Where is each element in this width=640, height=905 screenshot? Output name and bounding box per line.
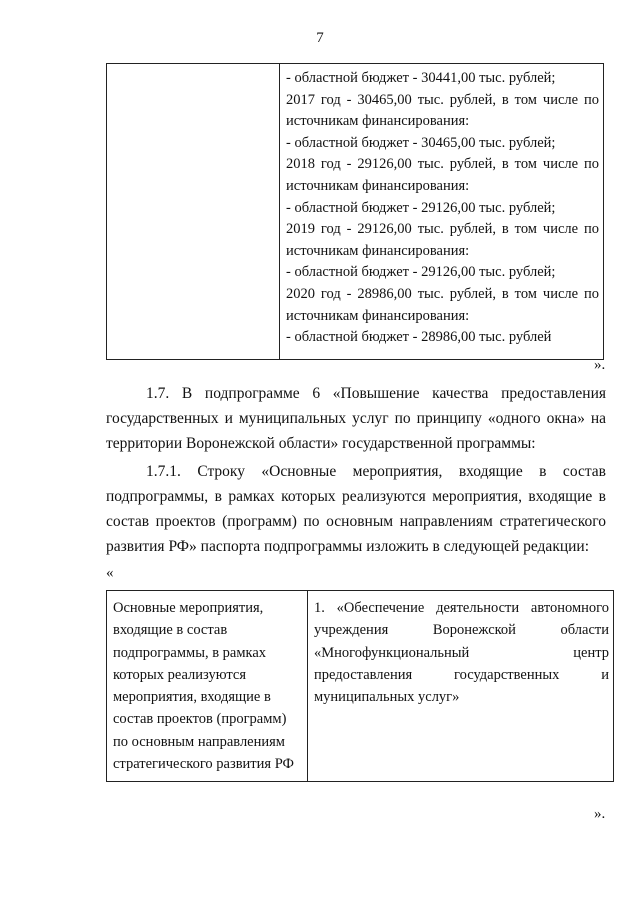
page-number: 7 bbox=[316, 30, 324, 46]
financing-line: - областной бюджет - 30441,00 тыс. рублей; bbox=[286, 70, 556, 86]
measures-value-line: 1. «Обеспечение деятельности автономного bbox=[314, 600, 609, 616]
measures-label-line: которых реализуются bbox=[113, 666, 246, 683]
measures-label-line: мероприятия, входящие в bbox=[113, 689, 271, 706]
measures-value-line: муниципальных услуг» bbox=[314, 689, 460, 706]
paragraph-1-7-1 bbox=[106, 459, 606, 559]
financing-line: источникам финансирования: bbox=[286, 177, 470, 194]
measures-value-line: «Многофункциональный центр bbox=[314, 644, 609, 661]
financing-line: - областной бюджет - 29126,00 тыс. рублей; bbox=[286, 199, 556, 216]
measures-label-line: состав проектов (программ) bbox=[113, 711, 287, 728]
measures-label-line: Основные мероприятия, bbox=[113, 600, 264, 616]
measures-table bbox=[106, 590, 614, 782]
financing-table-value-cell bbox=[280, 64, 604, 360]
measures-value-line: учреждения Воронежской области bbox=[314, 622, 609, 639]
paragraph-line: 1.7.1. Строку «Основные мероприятия, входящие в состав bbox=[146, 463, 606, 480]
financing-line: 2020 год - 28986,00 тыс. рублей, в том числе по bbox=[286, 285, 599, 302]
paragraph-line: территории Воронежской области» государственной программы: bbox=[106, 435, 536, 452]
measures-label-line: входящие в состав bbox=[113, 622, 228, 639]
financing-line: - областной бюджет - 29126,00 тыс. рублей; bbox=[286, 264, 556, 281]
financing-line: - областной бюджет - 30465,00 тыс. рублей; bbox=[286, 134, 556, 151]
financing-line: источникам финансирования: bbox=[286, 307, 470, 324]
measures-label-line: по основным направлениям bbox=[113, 733, 285, 750]
paragraph-line: подпрограммы, в рамках которых реализуются мероприятия, входящие в bbox=[106, 488, 606, 505]
measures-label-cell bbox=[107, 591, 308, 782]
financing-table bbox=[106, 63, 604, 360]
paragraph-line: состав проектов (программ) по основным направлениям стратегического bbox=[106, 513, 606, 530]
measures-label-line: подпрограммы, в рамках bbox=[113, 644, 267, 661]
measures-label-line: стратегического развития РФ bbox=[113, 756, 294, 773]
financing-closing-quote: ». bbox=[594, 357, 606, 373]
financing-table-label-cell bbox=[107, 64, 280, 360]
measures-closing-quote: ». bbox=[594, 806, 606, 822]
measures-value-cell bbox=[308, 591, 614, 782]
financing-line: источникам финансирования: bbox=[286, 113, 470, 130]
financing-line: 2017 год - 30465,00 тыс. рублей, в том числе по bbox=[286, 91, 599, 108]
paragraph-line: государственных и муниципальных услуг по принципу «одного окна» на bbox=[106, 410, 606, 427]
financing-line: 2019 год - 29126,00 тыс. рублей, в том числе по bbox=[286, 221, 599, 238]
paragraph-1-7 bbox=[106, 381, 606, 456]
paragraph-line: развития РФ» паспорта подпрограммы изложить в следующей редакции: bbox=[106, 538, 590, 555]
measures-opening-quote: « bbox=[106, 565, 114, 581]
financing-line: источникам финансирования: bbox=[286, 242, 470, 259]
paragraph-line: 1.7. В подпрограмме 6 «Повышение качества предоставления bbox=[146, 385, 606, 402]
measures-value-line: предоставления государственных и bbox=[314, 666, 609, 683]
financing-line: 2018 год - 29126,00 тыс. рублей, в том числе по bbox=[286, 156, 599, 173]
financing-line: - областной бюджет - 28986,00 тыс. рублей bbox=[286, 329, 552, 346]
